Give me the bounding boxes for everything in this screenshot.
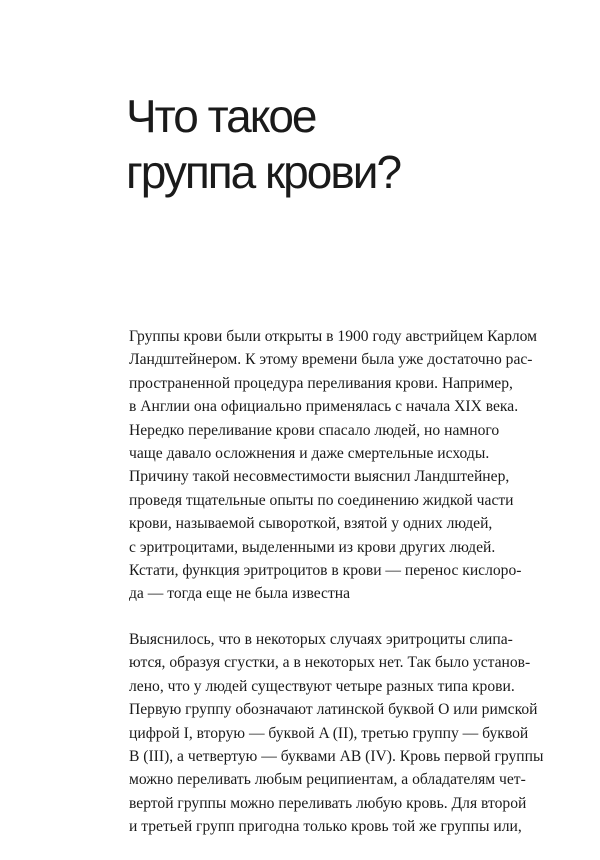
text-line: Кстати, функция эритроцитов в крови — перенос кислоро-	[129, 562, 522, 580]
text-line: Нередко переливание крови спасало людей, но намного	[129, 421, 500, 439]
paragraph	[129, 325, 549, 606]
text-line: с эритроцитами, выделенными из крови других людей.	[129, 538, 496, 556]
text-line: да — тогда еще не была известна	[129, 585, 351, 603]
text-line: лено, что у людей существуют четыре разных типа крови.	[129, 677, 515, 695]
text-line: вертой группы можно переливать любую кровь. Для второй	[129, 794, 527, 812]
title-line: Что такое	[126, 90, 316, 142]
text-line: и третьей групп пригодна только кровь той же группы или,	[129, 818, 522, 836]
text-line: чаще давало осложнения и даже смертельные исходы.	[129, 445, 490, 463]
text-line: Первую группу обозначают латинской буквой O или римской	[129, 701, 538, 719]
text-line: проведя тщательные опыты по соединению жидкой части	[129, 491, 514, 509]
text-line: в Англии она официально применялась с начала XIX века.	[129, 398, 519, 416]
text-line: B (III), а четвертую — буквами AB (IV). Кровь первой группы	[129, 747, 544, 765]
chapter-title	[126, 88, 400, 200]
paragraph	[129, 628, 549, 839]
title-line: группа крови?	[126, 146, 401, 198]
text-line: можно переливать любым реципиентам, а обладателям чет-	[129, 771, 526, 789]
text-line: крови, называемой сывороткой, взятой у одних людей,	[129, 515, 493, 533]
text-line: ются, образуя сгустки, а в некоторых нет. Так было установ-	[129, 654, 531, 672]
body-text	[129, 325, 549, 839]
text-line: Выяснилось, что в некоторых случаях эритроциты слипа-	[129, 630, 513, 648]
text-line: Причину такой несовместимости выяснил Ландштейнер,	[129, 468, 510, 486]
text-line: цифрой I, вторую — буквой A (II), третью группу — буквой	[129, 724, 529, 742]
text-line: пространенной процедура переливания крови. Например,	[129, 374, 513, 392]
text-line: Ландштейнером. К этому времени была уже достаточно рас-	[129, 351, 533, 369]
text-line: Группы крови были открыты в 1900 году австрийцем Карлом	[129, 328, 537, 345]
